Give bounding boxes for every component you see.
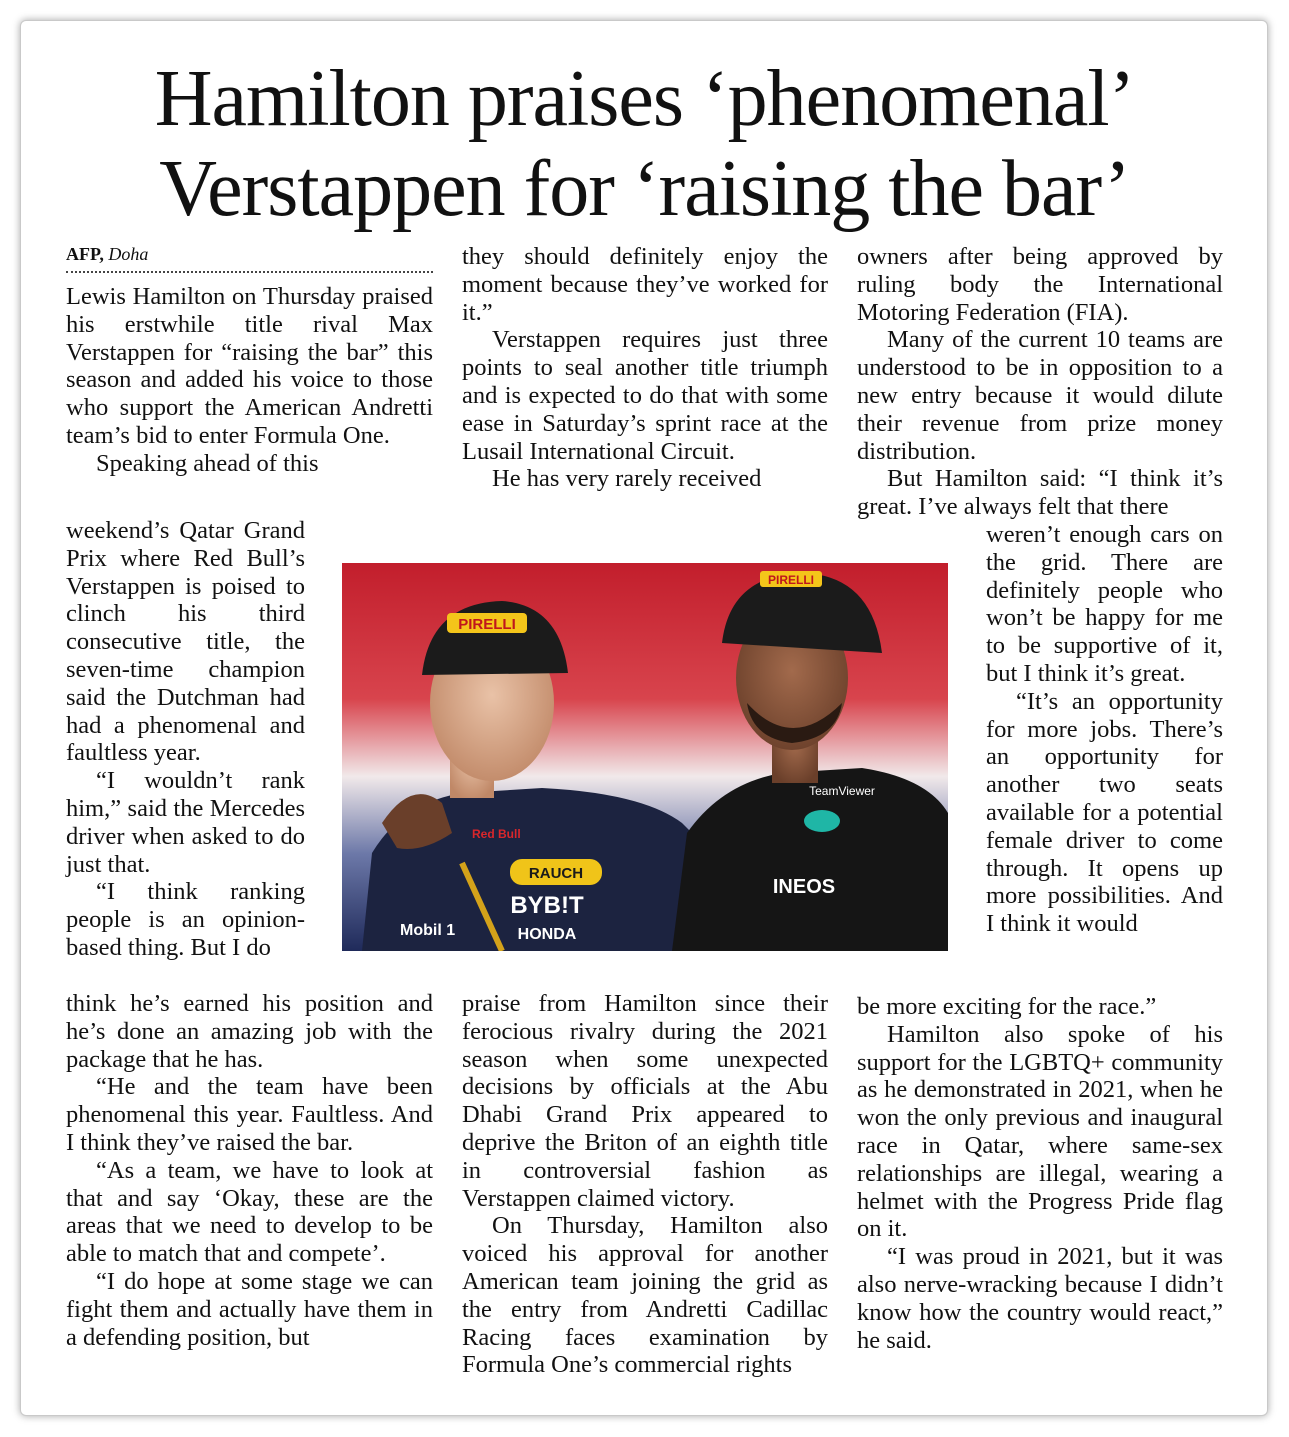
paragraph: Lewis Hamilton on Thursday praised his erstwhile title rival Max Verstappen for “raising the bar” this season and added his voice to those who support the American Andretti team’s bid to enter Formula One. — [66, 283, 433, 449]
redbull-text: Red Bull — [472, 827, 521, 841]
byline-location: Doha — [108, 244, 149, 264]
mobil-text: Mobil 1 — [400, 922, 456, 939]
column-3-wrap — [986, 521, 1223, 938]
byline-agency: AFP, — [66, 244, 104, 264]
column-1-lower — [66, 990, 433, 1351]
paragraph: He has very rarely received — [492, 465, 762, 493]
paragraph: they should definitely enjoy the moment because they’ve worked for it.” — [462, 243, 828, 326]
paragraph: Speaking ahead of this — [96, 449, 319, 477]
cap-left-text: PIRELLI — [458, 616, 516, 633]
ineos-text: INEOS — [772, 876, 836, 898]
paragraph: “He and the team have been phenomenal this year. Faultless. And I think they’ve raised the bar. — [66, 1073, 433, 1156]
paragraph: “I do hope at some stage we can fight them and actually have them in a defending position, but — [66, 1267, 433, 1351]
headline-line-2: Verstappen for ‘raising the bar’ — [159, 145, 1130, 233]
headline-line-1: Hamilton praises ‘phenomenal’ — [154, 55, 1135, 143]
cap-right-text: PIRELLI — [767, 573, 815, 587]
column-3 — [857, 243, 1223, 521]
column-2-lower — [462, 990, 828, 1379]
paragraph: But Hamilton said: “I think it’s great. I’ve always felt that there — [857, 465, 1223, 521]
paragraph: weren’t enough cars on the grid. There are definitely people who won’t be happy for me to be supportive of it, but I think it’s great. — [986, 521, 1223, 687]
drivers-photo — [342, 563, 948, 951]
paragraph: Verstappen requires just three points to seal another title triumph and is expected to do that with some ease in Saturday’s sprint race at the Lusail International Circuit. — [462, 326, 828, 465]
paragraph: “I wouldn’t rank him,” said the Mercedes driver when asked to do just that. — [66, 767, 305, 878]
byline-divider — [66, 271, 433, 273]
rauch-text: RAUCH — [528, 865, 584, 882]
paragraph: be more exciting for the race.” — [857, 993, 1157, 1020]
paragraph: “I think ranking people is an opinion-based thing. But I do — [66, 878, 305, 961]
honda-text: HONDA — [517, 926, 577, 943]
paragraph: “It’s an opportunity for more jobs. There’s an opportunity for another two seats available for a potential female driver to come through. It opens up more possibilities. And I think it would — [986, 687, 1223, 938]
paragraph: weekend’s Qatar Grand Prix where Red Bull’s Verstappen is poised to clinch his third consecutive title, the seven-time champion said the Dutchman had had a phenomenal and faultless year. — [66, 517, 305, 767]
paragraph: “As a team, we have to look at that and say ‘Okay, these are the areas that we need to develop to be able to match that and compete’. — [66, 1156, 433, 1268]
petronas-patch — [804, 810, 840, 832]
column-1-wrap — [66, 517, 305, 962]
paragraph: praise from Hamilton since their ferocious rivalry during the 2021 season when some unexpected decisions by officials at the Abu Dhabi Grand Prix appeared to deprive the Briton of an eighth title in controversial fashion as Verstappen claimed victory. — [462, 990, 828, 1212]
column-1 — [66, 243, 433, 478]
paragraph: think he’s earned his position and he’s done an amazing job with the package that he has. — [66, 990, 433, 1073]
paragraph: “I was proud in 2021, but it was also nerve-wracking because I didn’t know how the country would react,” he said. — [857, 1243, 1223, 1354]
teamviewer-text: TeamViewer — [809, 784, 875, 798]
paragraph: Hamilton also spoke of his support for the LGBTQ+ community as he demonstrated in 2021, when he won the only previous and inaugural race in Qatar, where same-sex relationships are illegal, wearing a helmet with the Progress Pride flag on it. — [857, 1020, 1223, 1243]
paragraph: owners after being approved by ruling body the International Motoring Federation (FIA). — [857, 243, 1223, 326]
paragraph: On Thursday, Hamilton also voiced his approval for another American team joining the grid as the entry from Andretti Cadillac Racing faces examination by Formula One’s commercial rights — [462, 1212, 828, 1379]
column-2 — [462, 243, 828, 493]
paragraph: Many of the current 10 teams are understood to be in opposition to a new entry because it would dilute their revenue from prize money distribution. — [857, 326, 1223, 465]
byline — [66, 243, 433, 265]
bybit-text: BYB!T — [510, 892, 584, 919]
column-3-lower — [857, 993, 1223, 1354]
